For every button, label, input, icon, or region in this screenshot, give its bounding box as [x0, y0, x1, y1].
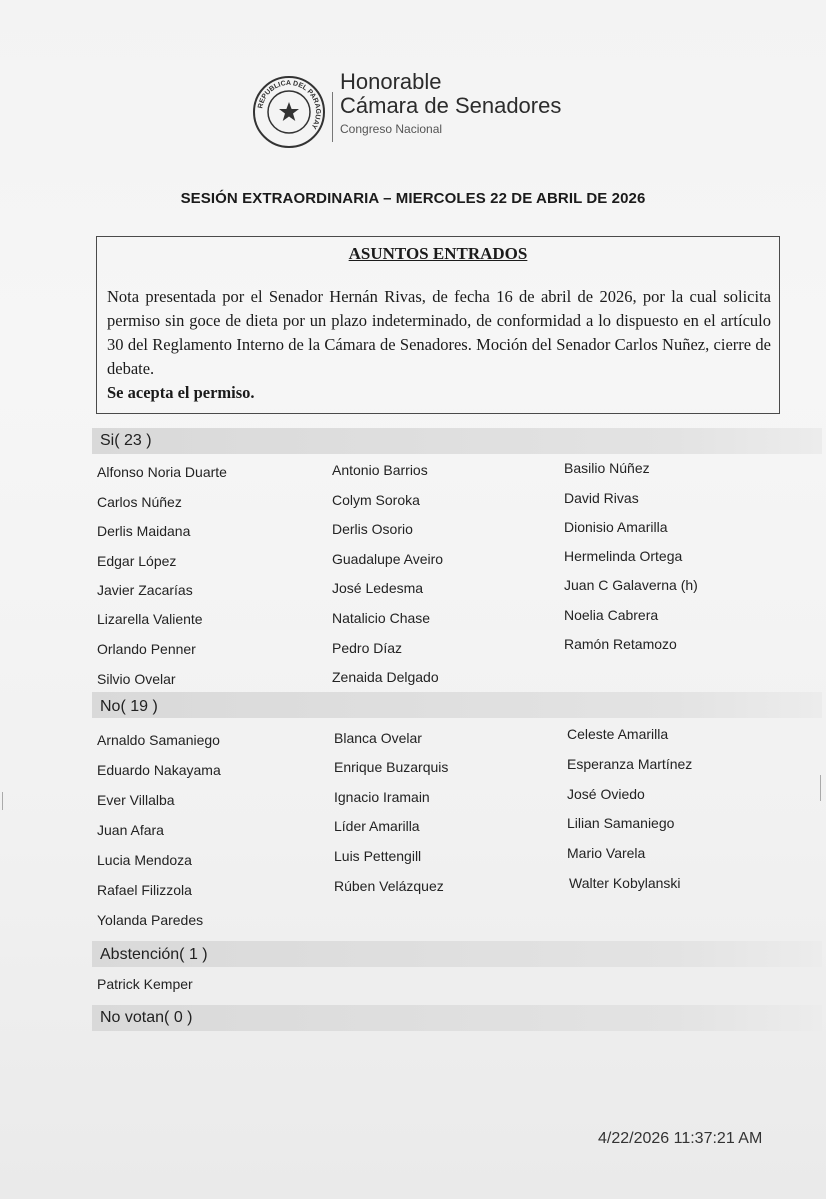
no-voter: Enrique Buzarquis [334, 759, 449, 775]
print-timestamp: 4/22/2026 11:37:21 AM [598, 1130, 763, 1147]
seal-ring-text: REPUBLICA DEL PARAGUAY [257, 79, 322, 130]
si-voter: Zenaida Delgado [332, 669, 439, 685]
si-label: Si( 23 ) [100, 432, 152, 449]
seal-icon [252, 75, 326, 149]
institution-header [340, 70, 561, 136]
si-voter: Javier Zacarías [97, 582, 193, 598]
si-voter: Basilio Núñez [564, 460, 650, 476]
si-voter: Guadalupe Aveiro [332, 551, 444, 567]
si-voter: Edgar López [97, 553, 177, 569]
si-voter: Derlis Maidana [97, 523, 191, 539]
no-voter: Arnaldo Samaniego [97, 732, 220, 748]
asuntos-body [107, 285, 771, 405]
si-voter: Dionisio Amarilla [564, 519, 668, 535]
no-votan-band [92, 1005, 822, 1031]
no-voter: Rúben Velázquez [334, 878, 444, 894]
asuntos-heading: ASUNTOS ENTRADOS [348, 244, 528, 263]
no-voter: Walter Kobylanski [569, 875, 681, 891]
no-voter: Ever Villalba [97, 792, 175, 808]
abstencion-voter: Patrick Kemper [97, 976, 193, 992]
si-voter: José Ledesma [332, 580, 424, 596]
si-voter: Hermelinda Ortega [564, 548, 683, 564]
no-voter: Rafael Filizzola [97, 882, 192, 898]
no-voter: Ignacio Iramain [334, 789, 430, 805]
si-voter: Silvio Ovelar [97, 671, 176, 687]
si-band [92, 428, 822, 454]
si-voter: Pedro Díaz [332, 640, 403, 656]
no-voter: Lucia Mendoza [97, 852, 192, 868]
institution-line2: Cámara de Senadores [340, 93, 562, 118]
institution-line1: Honorable [340, 69, 442, 94]
no-voter: Lilian Samaniego [567, 815, 675, 831]
si-voter: Alfonso Noria Duarte [97, 464, 227, 480]
si-voter: Lizarella Valiente [97, 611, 203, 627]
si-voter: Juan C Galaverna (h) [564, 577, 698, 593]
no-voter: Juan Afara [97, 822, 164, 838]
si-voter: Orlando Penner [97, 641, 196, 657]
si-voter: Carlos Núñez [97, 494, 182, 510]
paper-edge-mark [2, 792, 3, 810]
session-title: SESIÓN EXTRAORDINARIA – MIERCOLES 22 DE ABRIL DE 2026 [180, 190, 646, 207]
asuntos-text: Nota presentada por el Senador Hernán Rivas, de fecha 16 de abril de 2026, por la cual solicita permiso sin goce de dieta por un plazo indeterminado, de conformidad a lo dispuesto en el artículo 30 del Reglamento Interno de la Cámara de Senadores. Moción del Senador Carlos Nuñez, cierre de debate. [107, 287, 771, 378]
si-voter: Colym Soroka [332, 492, 420, 508]
no-voter: Blanca Ovelar [334, 730, 422, 746]
si-voter: David Rivas [564, 490, 639, 506]
no-band [92, 692, 822, 718]
asuntos-result: Se acepta el permiso. [107, 383, 255, 402]
no-voter: Esperanza Martínez [567, 756, 693, 772]
si-voter: Ramón Retamozo [564, 636, 677, 652]
no-voter: Yolanda Paredes [97, 912, 204, 928]
asuntos-box [96, 236, 780, 414]
no-voter: Luis Pettengill [334, 848, 422, 864]
si-voter: Noelia Cabrera [564, 607, 659, 623]
no-label: No( 19 ) [100, 698, 158, 715]
no-voter: Celeste Amarilla [567, 726, 669, 742]
header-divider [332, 92, 333, 142]
si-voter: Antonio Barrios [332, 462, 428, 478]
no-voter: José Oviedo [567, 786, 645, 802]
no-voter: Eduardo Nakayama [97, 762, 221, 778]
paper-edge-mark [820, 775, 821, 801]
si-voter: Derlis Osorio [332, 521, 413, 537]
si-voter: Natalicio Chase [332, 610, 431, 626]
institution-line3: Congreso Nacional [340, 122, 443, 136]
abstencion-label: Abstención( 1 ) [100, 946, 208, 963]
no-votan-label: No votan( 0 ) [100, 1009, 193, 1026]
no-voter: Líder Amarilla [334, 818, 420, 834]
no-voter: Mario Varela [567, 845, 646, 861]
